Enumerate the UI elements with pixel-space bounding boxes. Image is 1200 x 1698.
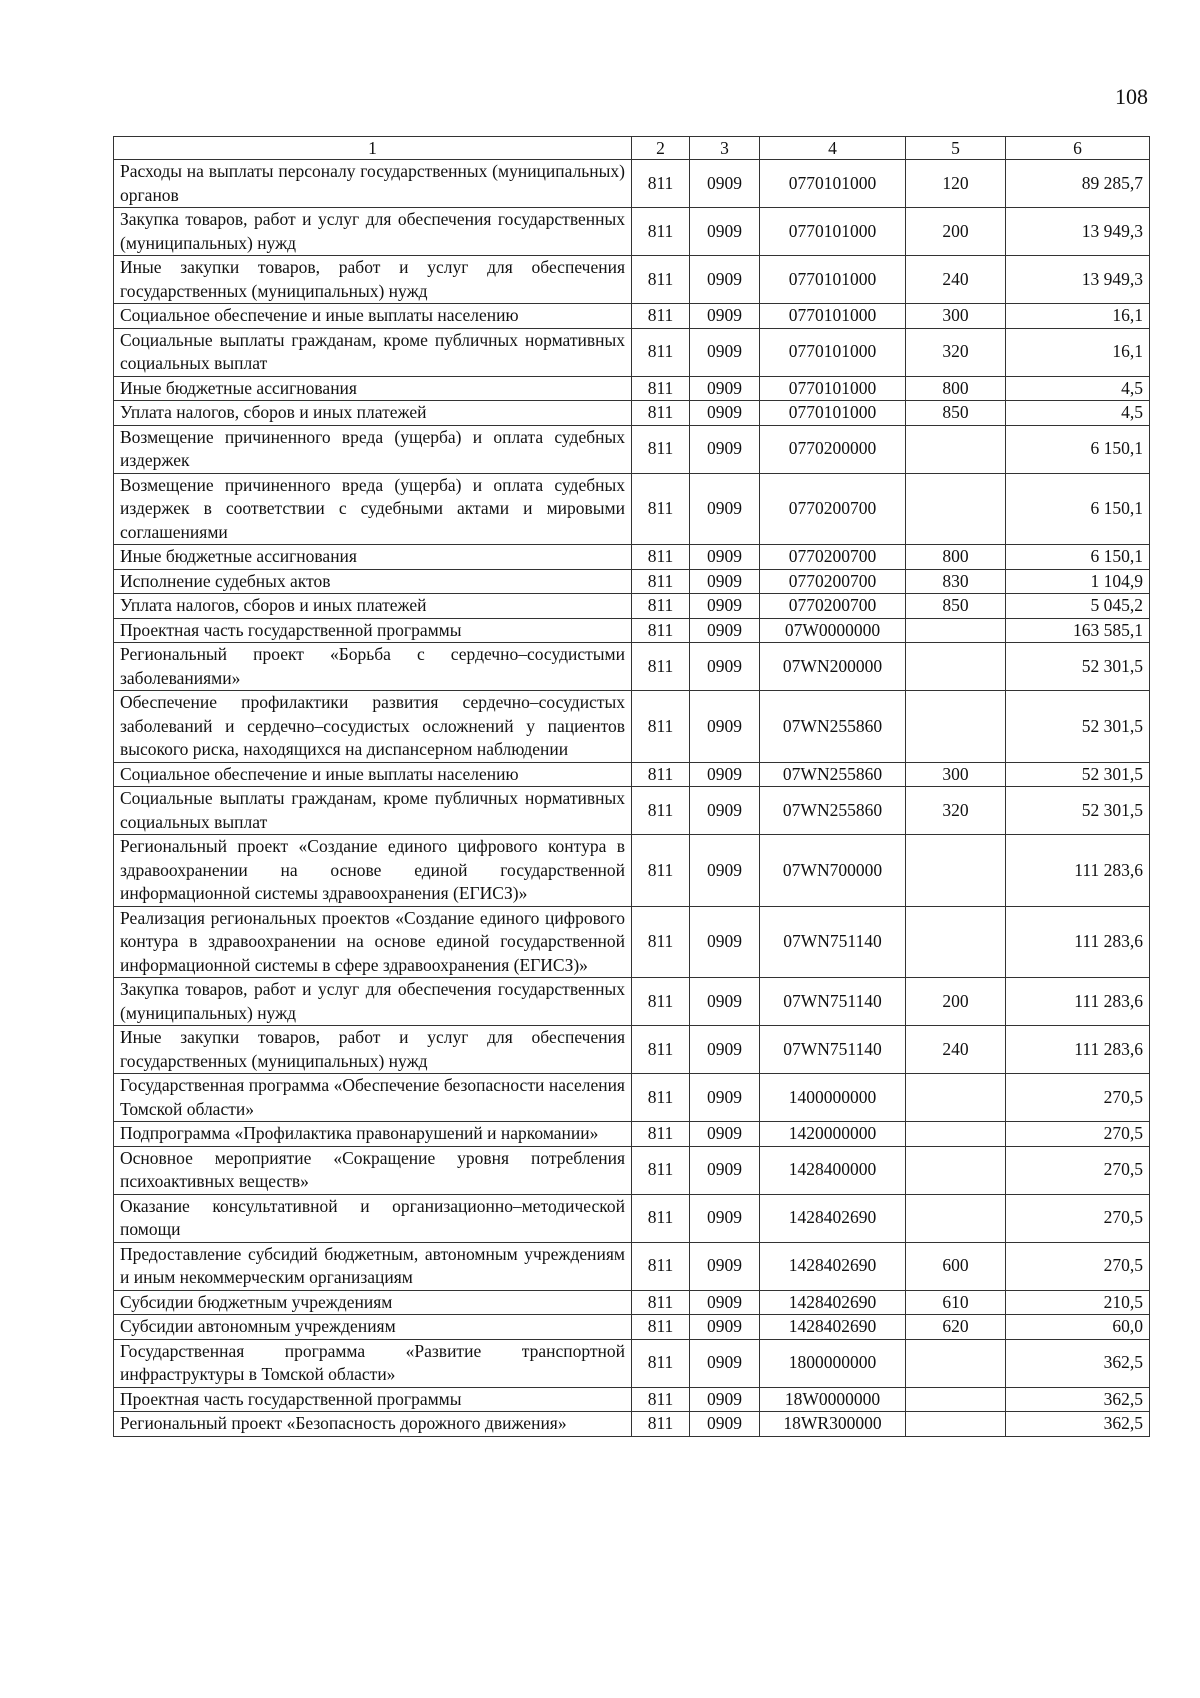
row-section-code: 0909 (690, 401, 760, 426)
row-name: Региональный проект «Безопасность дорожного движения» (114, 1412, 632, 1437)
row-name: Возмещение причиненного вреда (ущерба) и оплата судебных издержек в соответствии с судебными актами и мировыми соглашениями (114, 473, 632, 545)
row-section-code: 0909 (690, 304, 760, 329)
row-ministry-code: 811 (632, 160, 690, 208)
row-amount: 270,5 (1006, 1242, 1150, 1290)
table-row (114, 978, 1150, 1026)
row-name: Предоставление субсидий бюджетным, автономным учреждениям и иным некоммерческим организациям (114, 1242, 632, 1290)
row-expense-type: 850 (906, 594, 1006, 619)
row-expense-type (906, 1146, 1006, 1194)
row-expense-type: 120 (906, 160, 1006, 208)
row-ministry-code: 811 (632, 1387, 690, 1412)
row-ministry-code: 811 (632, 618, 690, 643)
table-row (114, 691, 1150, 763)
table-row (114, 1074, 1150, 1122)
row-name: Подпрограмма «Профилактика правонарушений и наркомании» (114, 1122, 632, 1147)
row-section-code: 0909 (690, 643, 760, 691)
row-ministry-code: 811 (632, 1074, 690, 1122)
row-expense-type: 200 (906, 978, 1006, 1026)
row-section-code: 0909 (690, 425, 760, 473)
row-section-code: 0909 (690, 328, 760, 376)
row-section-code: 0909 (690, 1146, 760, 1194)
row-amount: 362,5 (1006, 1387, 1150, 1412)
row-name: Возмещение причиненного вреда (ущерба) и оплата судебных издержек (114, 425, 632, 473)
row-expense-type: 610 (906, 1290, 1006, 1315)
row-amount: 6 150,1 (1006, 473, 1150, 545)
row-ministry-code: 811 (632, 1194, 690, 1242)
row-name: Государственная программа «Обеспечение безопасности населения Томской области» (114, 1074, 632, 1122)
row-amount: 210,5 (1006, 1290, 1150, 1315)
row-name: Иные бюджетные ассигнования (114, 376, 632, 401)
table-row (114, 1026, 1150, 1074)
row-name: Субсидии автономным учреждениям (114, 1315, 632, 1340)
row-section-code: 0909 (690, 1122, 760, 1147)
row-expense-type: 850 (906, 401, 1006, 426)
row-amount: 13 949,3 (1006, 208, 1150, 256)
row-target-code: 1428402690 (760, 1290, 906, 1315)
row-section-code: 0909 (690, 160, 760, 208)
table-row (114, 256, 1150, 304)
row-expense-type: 830 (906, 569, 1006, 594)
row-ministry-code: 811 (632, 691, 690, 763)
row-name: Проектная часть государственной программы (114, 1387, 632, 1412)
row-expense-type: 800 (906, 376, 1006, 401)
header-cell: 1 (114, 137, 632, 160)
row-ministry-code: 811 (632, 835, 690, 907)
row-section-code: 0909 (690, 762, 760, 787)
row-target-code: 1428402690 (760, 1194, 906, 1242)
row-amount: 52 301,5 (1006, 762, 1150, 787)
row-ministry-code: 811 (632, 545, 690, 570)
table-row (114, 304, 1150, 329)
row-expense-type: 320 (906, 328, 1006, 376)
row-expense-type (906, 1194, 1006, 1242)
row-expense-type (906, 906, 1006, 978)
row-expense-type: 800 (906, 545, 1006, 570)
row-name: Закупка товаров, работ и услуг для обеспечения государственных (муниципальных) нужд (114, 978, 632, 1026)
row-target-code: 07WN255860 (760, 787, 906, 835)
table-header-row (114, 137, 1150, 160)
row-ministry-code: 811 (632, 304, 690, 329)
row-section-code: 0909 (690, 691, 760, 763)
row-amount: 270,5 (1006, 1194, 1150, 1242)
row-amount: 89 285,7 (1006, 160, 1150, 208)
row-amount: 6 150,1 (1006, 425, 1150, 473)
row-ministry-code: 811 (632, 1315, 690, 1340)
row-ministry-code: 811 (632, 473, 690, 545)
row-section-code: 0909 (690, 545, 760, 570)
table-row (114, 618, 1150, 643)
table-row (114, 835, 1150, 907)
table-row (114, 1412, 1150, 1437)
header-cell: 4 (760, 137, 906, 160)
table-row (114, 643, 1150, 691)
row-section-code: 0909 (690, 1412, 760, 1437)
row-amount: 362,5 (1006, 1412, 1150, 1437)
row-ministry-code: 811 (632, 256, 690, 304)
row-ministry-code: 811 (632, 1242, 690, 1290)
row-amount: 111 283,6 (1006, 835, 1150, 907)
table-row (114, 906, 1150, 978)
row-amount: 16,1 (1006, 328, 1150, 376)
row-target-code: 07WN255860 (760, 762, 906, 787)
row-ministry-code: 811 (632, 978, 690, 1026)
row-target-code: 0770101000 (760, 401, 906, 426)
row-target-code: 07WN751140 (760, 978, 906, 1026)
row-ministry-code: 811 (632, 762, 690, 787)
row-name: Оказание консультативной и организационно–методической помощи (114, 1194, 632, 1242)
row-name: Социальное обеспечение и иные выплаты населению (114, 762, 632, 787)
row-expense-type (906, 425, 1006, 473)
row-target-code: 1428400000 (760, 1146, 906, 1194)
row-section-code: 0909 (690, 594, 760, 619)
row-section-code: 0909 (690, 1290, 760, 1315)
row-section-code: 0909 (690, 1242, 760, 1290)
row-name: Региональный проект «Создание единого цифрового контура в здравоохранении на основе единой государственной информационной системы здравоохранения (ЕГИСЗ)» (114, 835, 632, 907)
row-section-code: 0909 (690, 906, 760, 978)
row-ministry-code: 811 (632, 425, 690, 473)
row-amount: 13 949,3 (1006, 256, 1150, 304)
row-target-code: 18WR300000 (760, 1412, 906, 1437)
row-expense-type (906, 1074, 1006, 1122)
row-name: Реализация региональных проектов «Создание единого цифрового контура в здравоохранении на основе единой государственной информационной системы в сфере здравоохранения (ЕГИСЗ)» (114, 906, 632, 978)
row-name: Государственная программа «Развитие транспортной инфраструктуры в Томской области» (114, 1339, 632, 1387)
row-section-code: 0909 (690, 569, 760, 594)
row-ministry-code: 811 (632, 906, 690, 978)
row-target-code: 0770101000 (760, 160, 906, 208)
row-section-code: 0909 (690, 1074, 760, 1122)
row-amount: 4,5 (1006, 376, 1150, 401)
row-name: Основное мероприятие «Сокращение уровня потребления психоактивных веществ» (114, 1146, 632, 1194)
row-name: Проектная часть государственной программы (114, 618, 632, 643)
row-ministry-code: 811 (632, 1146, 690, 1194)
row-target-code: 07WN751140 (760, 906, 906, 978)
row-name: Социальное обеспечение и иные выплаты населению (114, 304, 632, 329)
row-amount: 270,5 (1006, 1146, 1150, 1194)
row-ministry-code: 811 (632, 643, 690, 691)
row-target-code: 0770200700 (760, 569, 906, 594)
row-target-code: 0770200000 (760, 425, 906, 473)
row-name: Расходы на выплаты персоналу государственных (муниципальных) органов (114, 160, 632, 208)
row-target-code: 1400000000 (760, 1074, 906, 1122)
table-row (114, 1122, 1150, 1147)
table-row (114, 473, 1150, 545)
table-row (114, 1146, 1150, 1194)
row-expense-type: 320 (906, 787, 1006, 835)
table-row (114, 401, 1150, 426)
row-target-code: 0770101000 (760, 208, 906, 256)
row-amount: 52 301,5 (1006, 691, 1150, 763)
page-number: 108 (1115, 84, 1148, 109)
row-amount: 5 045,2 (1006, 594, 1150, 619)
row-name: Социальные выплаты гражданам, кроме публичных нормативных социальных выплат (114, 328, 632, 376)
row-target-code: 18W0000000 (760, 1387, 906, 1412)
table-row (114, 1290, 1150, 1315)
row-section-code: 0909 (690, 1315, 760, 1340)
row-target-code: 1428402690 (760, 1242, 906, 1290)
row-target-code: 1428402690 (760, 1315, 906, 1340)
row-ministry-code: 811 (632, 1339, 690, 1387)
row-ministry-code: 811 (632, 569, 690, 594)
row-ministry-code: 811 (632, 376, 690, 401)
row-target-code: 07W0000000 (760, 618, 906, 643)
row-name: Обеспечение профилактики развития сердечно–сосудистых заболеваний и сердечно–сосудистых осложнений у пациентов высокого риска, находящихся на диспансерном наблюдении (114, 691, 632, 763)
row-target-code: 0770101000 (760, 376, 906, 401)
row-ministry-code: 811 (632, 1412, 690, 1437)
table-row (114, 762, 1150, 787)
row-expense-type: 200 (906, 208, 1006, 256)
row-section-code: 0909 (690, 1339, 760, 1387)
row-expense-type: 240 (906, 256, 1006, 304)
row-target-code: 0770200700 (760, 594, 906, 619)
row-expense-type (906, 1339, 1006, 1387)
row-expense-type: 240 (906, 1026, 1006, 1074)
row-ministry-code: 811 (632, 787, 690, 835)
row-target-code: 0770101000 (760, 256, 906, 304)
row-amount: 4,5 (1006, 401, 1150, 426)
table-row (114, 1315, 1150, 1340)
row-expense-type: 300 (906, 762, 1006, 787)
row-ministry-code: 811 (632, 1290, 690, 1315)
row-target-code: 1420000000 (760, 1122, 906, 1147)
table-row (114, 425, 1150, 473)
row-ministry-code: 811 (632, 1026, 690, 1074)
row-name: Субсидии бюджетным учреждениям (114, 1290, 632, 1315)
row-amount: 52 301,5 (1006, 787, 1150, 835)
table-row (114, 160, 1150, 208)
table-row (114, 376, 1150, 401)
row-target-code: 0770101000 (760, 304, 906, 329)
row-amount: 52 301,5 (1006, 643, 1150, 691)
row-target-code: 0770200700 (760, 473, 906, 545)
row-name: Уплата налогов, сборов и иных платежей (114, 401, 632, 426)
header-cell: 5 (906, 137, 1006, 160)
row-target-code: 07WN751140 (760, 1026, 906, 1074)
row-amount: 1 104,9 (1006, 569, 1150, 594)
row-expense-type: 620 (906, 1315, 1006, 1340)
table-row (114, 328, 1150, 376)
row-section-code: 0909 (690, 1387, 760, 1412)
table-row (114, 569, 1150, 594)
row-amount: 270,5 (1006, 1074, 1150, 1122)
row-amount: 163 585,1 (1006, 618, 1150, 643)
row-expense-type (906, 1412, 1006, 1437)
row-expense-type (906, 1387, 1006, 1412)
row-target-code: 07WN255860 (760, 691, 906, 763)
row-amount: 111 283,6 (1006, 906, 1150, 978)
row-section-code: 0909 (690, 376, 760, 401)
row-expense-type (906, 691, 1006, 763)
table-row (114, 1339, 1150, 1387)
row-section-code: 0909 (690, 1194, 760, 1242)
table-row (114, 787, 1150, 835)
table-row (114, 1387, 1150, 1412)
header-cell: 3 (690, 137, 760, 160)
row-name: Иные бюджетные ассигнования (114, 545, 632, 570)
row-ministry-code: 811 (632, 208, 690, 256)
row-target-code: 1800000000 (760, 1339, 906, 1387)
row-section-code: 0909 (690, 1026, 760, 1074)
row-section-code: 0909 (690, 787, 760, 835)
row-expense-type: 300 (906, 304, 1006, 329)
row-section-code: 0909 (690, 618, 760, 643)
row-target-code: 0770101000 (760, 328, 906, 376)
row-section-code: 0909 (690, 473, 760, 545)
row-section-code: 0909 (690, 835, 760, 907)
row-amount: 111 283,6 (1006, 1026, 1150, 1074)
budget-table (113, 136, 1150, 1437)
table-row (114, 208, 1150, 256)
row-name: Уплата налогов, сборов и иных платежей (114, 594, 632, 619)
row-amount: 16,1 (1006, 304, 1150, 329)
header-cell: 6 (1006, 137, 1150, 160)
row-expense-type (906, 835, 1006, 907)
row-name: Закупка товаров, работ и услуг для обеспечения государственных (муниципальных) нужд (114, 208, 632, 256)
row-name: Иные закупки товаров, работ и услуг для обеспечения государственных (муниципальных) нужд (114, 256, 632, 304)
table-row (114, 545, 1150, 570)
row-target-code: 07WN700000 (760, 835, 906, 907)
row-expense-type: 600 (906, 1242, 1006, 1290)
row-expense-type (906, 643, 1006, 691)
row-ministry-code: 811 (632, 401, 690, 426)
row-section-code: 0909 (690, 978, 760, 1026)
row-section-code: 0909 (690, 256, 760, 304)
row-name: Социальные выплаты гражданам, кроме публичных нормативных социальных выплат (114, 787, 632, 835)
row-ministry-code: 811 (632, 328, 690, 376)
row-ministry-code: 811 (632, 594, 690, 619)
row-amount: 270,5 (1006, 1122, 1150, 1147)
row-expense-type (906, 618, 1006, 643)
table-row (114, 1242, 1150, 1290)
row-ministry-code: 811 (632, 1122, 690, 1147)
row-expense-type (906, 473, 1006, 545)
row-name: Иные закупки товаров, работ и услуг для обеспечения государственных (муниципальных) нужд (114, 1026, 632, 1074)
row-section-code: 0909 (690, 208, 760, 256)
header-cell: 2 (632, 137, 690, 160)
row-name: Региональный проект «Борьба с сердечно–сосудистыми заболеваниями» (114, 643, 632, 691)
row-amount: 60,0 (1006, 1315, 1150, 1340)
row-target-code: 0770200700 (760, 545, 906, 570)
row-name: Исполнение судебных актов (114, 569, 632, 594)
row-amount: 111 283,6 (1006, 978, 1150, 1026)
row-amount: 6 150,1 (1006, 545, 1150, 570)
table-row (114, 594, 1150, 619)
row-target-code: 07WN200000 (760, 643, 906, 691)
table-row (114, 1194, 1150, 1242)
row-amount: 362,5 (1006, 1339, 1150, 1387)
row-expense-type (906, 1122, 1006, 1147)
